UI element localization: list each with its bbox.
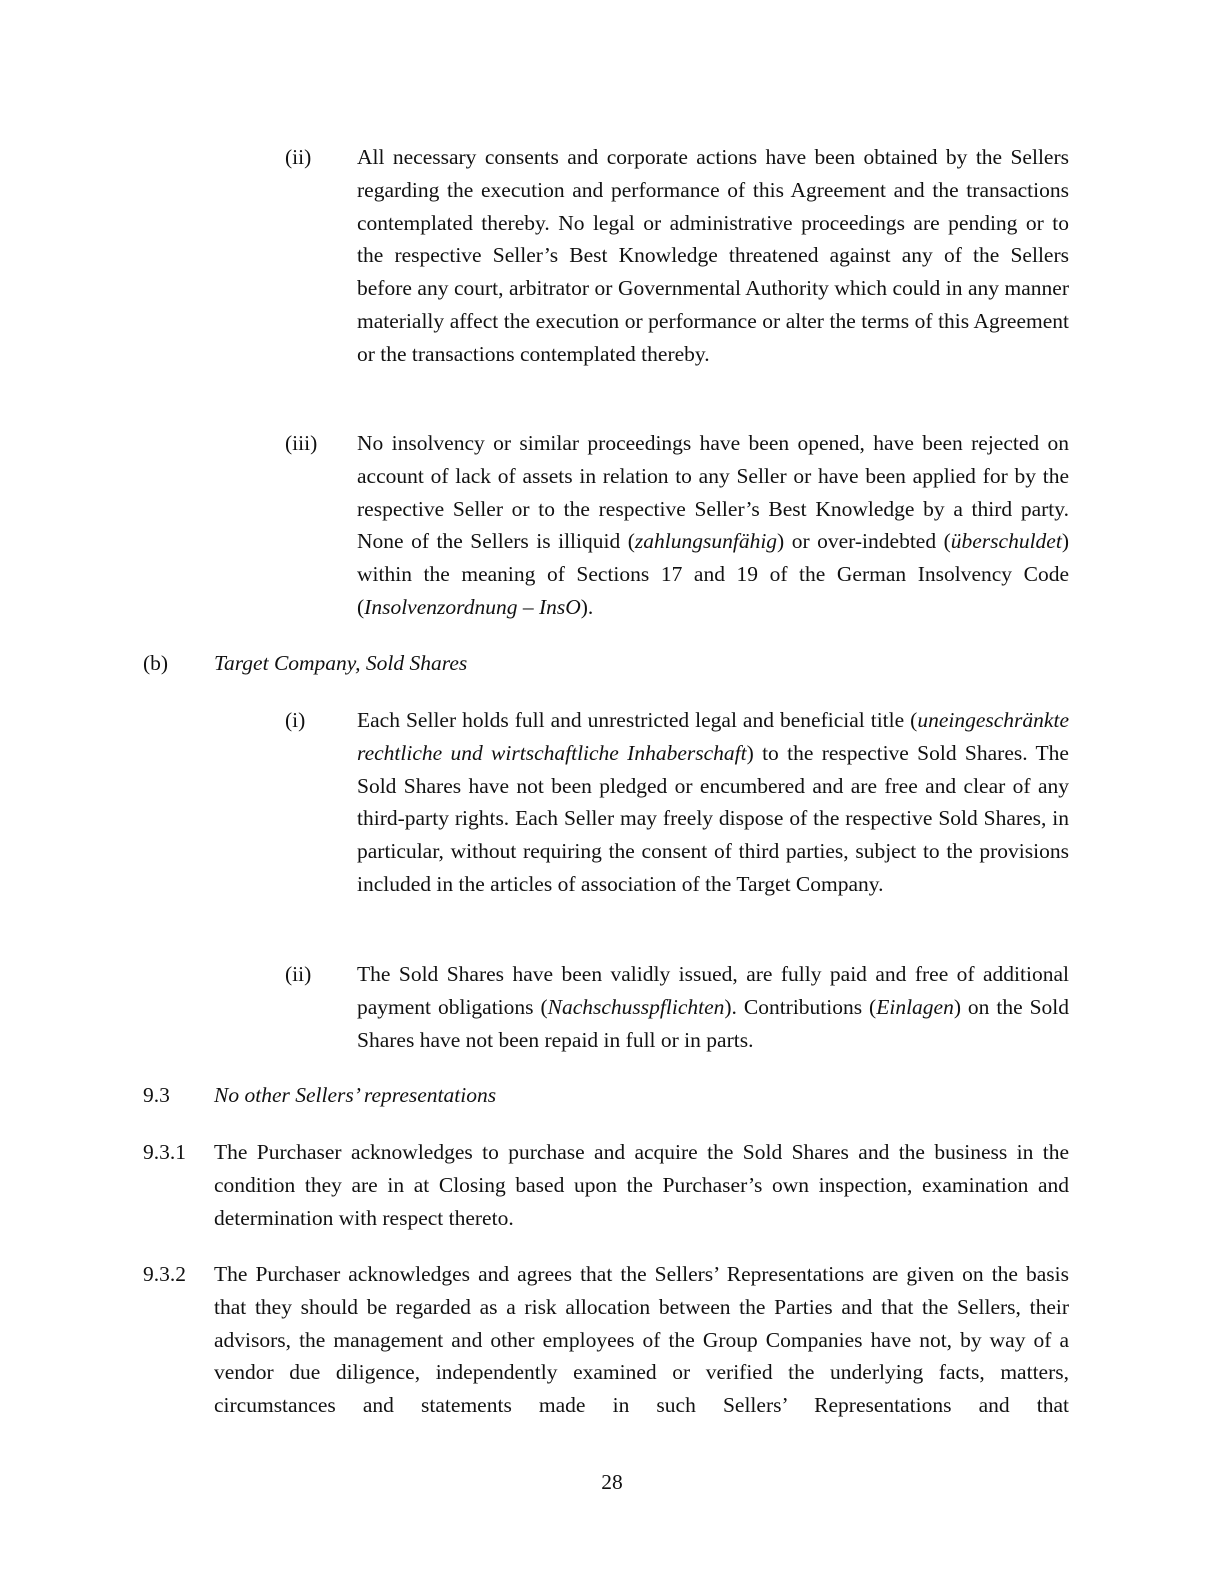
paragraph-a-iii: No insolvency or similar proceedings have been opened, have been rejected on account of lack of assets in relation to any Seller or have been applied for by the respective Seller or to the respective Seller’s Best Knowledge by a third party. None of the Sellers is illiquid (zahlungsunfähig) or over-indebted (überschuldet) within the meaning of Sections 17 and 19 of the German Insolvency Code (Insolvenzordnung – InsO).	[357, 431, 1069, 619]
paragraph-9-3-1: The Purchaser acknowledges to purchase and acquire the Sold Shares and the business in the condition they are in at Closing based upon the Purchaser’s own inspection, examination and determination with respect thereto.	[214, 1140, 1069, 1230]
paragraph-b-i: Each Seller holds full and unrestricted legal and beneficial title (uneingeschränkte rechtliche und wirtschaftliche Inhaberschaft) to the respective Sold Shares. The Sold Shares have not been pledged or encumbered and are free and clear of any third-party rights. Each Seller may freely dispose of the respective Sold Shares, in particular, without requiring the consent of third parties, subject to the provisions included in the articles of association of the Target Company.	[357, 708, 1069, 896]
item-number-a-ii: (ii)	[285, 145, 312, 169]
item-number-b-i: (i)	[285, 708, 306, 732]
section-heading-9-3: No other Sellers’ representations	[214, 1083, 497, 1107]
item-number-a-iii: (iii)	[285, 431, 318, 455]
section-number-9-3-1: 9.3.1	[143, 1140, 186, 1164]
paragraph-a-ii: All necessary consents and corporate actions have been obtained by the Sellers regarding the execution and performance of this Agreement and the transactions contemplated thereby. No legal or administrative proceedings are pending or to the respective Seller’s Best Knowledge threatened against any of the Sellers before any court, arbitrator or Governmental Authority which could in any manner materially affect the execution or performance or alter the terms of this Agreement or the transactions contemplated thereby.	[357, 145, 1069, 366]
paragraph-9-3-2: The Purchaser acknowledges and agrees that the Sellers’ Representations are given on the basis that they should be regarded as a risk allocation between the Parties and that the Sellers, their advisors, the management and other employees of the Group Companies have not, by way of a vendor due diligence, independently examined or verified the underlying facts, matters, circumstances and statements made in such Sellers’ Representations and that	[214, 1262, 1069, 1418]
paragraph-b-ii: The Sold Shares have been validly issued, are fully paid and free of additional payment obligations (Nachschusspflichten). Contributions (Einlagen) on the Sold Shares have not been repaid in full or in parts.	[357, 962, 1069, 1052]
section-number-b: (b)	[143, 651, 169, 675]
section-number-9-3-2: 9.3.2	[143, 1262, 186, 1286]
page-number: 28	[601, 1470, 623, 1494]
section-heading-b: Target Company, Sold Shares	[214, 651, 468, 675]
section-number-9-3: 9.3	[143, 1083, 170, 1107]
item-number-b-ii: (ii)	[285, 962, 312, 986]
